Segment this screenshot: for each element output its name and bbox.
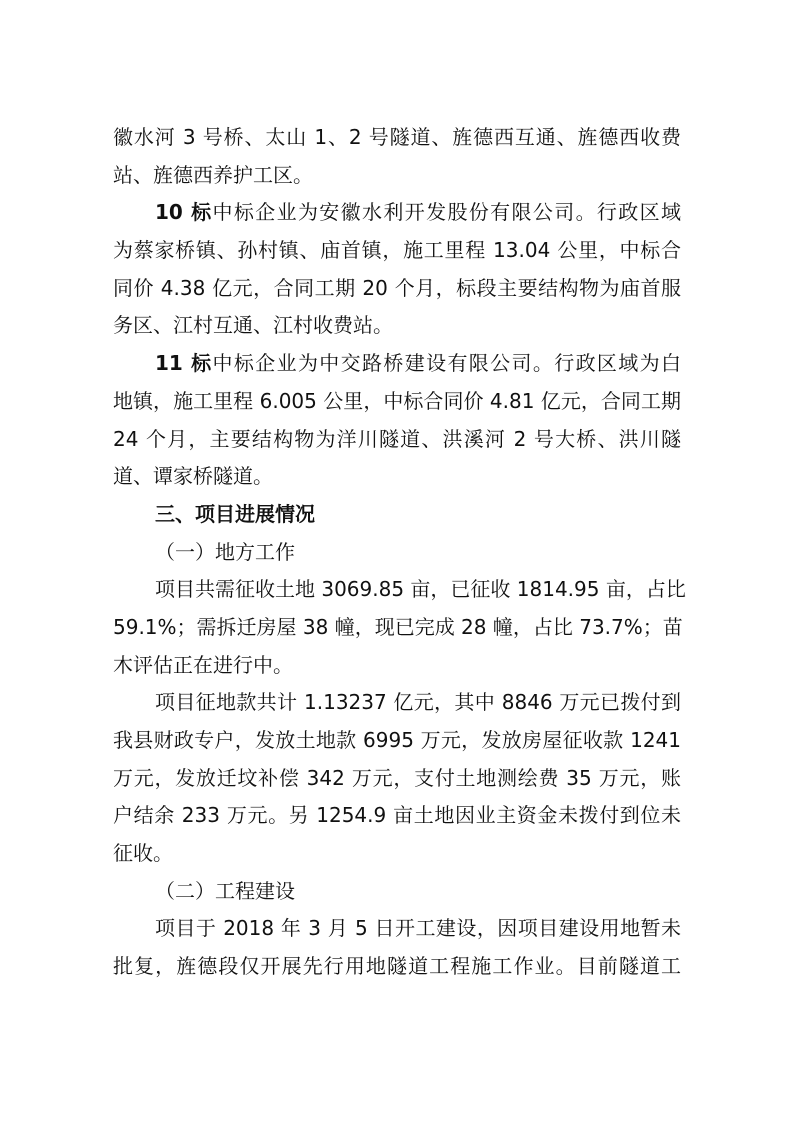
paragraph-line: 项目共需征收土地 3069.85 亩，已征收 1814.95 亩，占比 — [155, 577, 686, 602]
subsection-heading: （一）地方工作 — [155, 539, 295, 564]
subsection-heading: （二）工程建设 — [155, 878, 295, 903]
paragraph-text: 中标企业为中交路桥建设有限公司。行政区域为白 — [212, 351, 682, 376]
paragraph-line: 木评估正在进行中。 — [113, 652, 293, 677]
paragraph-text: 中标企业为安徽水利开发股份有限公司。行政区域 — [212, 200, 682, 225]
paragraph-line: 务区、江村互通、江村收费站。 — [113, 313, 393, 338]
paragraph-line: 24 个月，主要结构物为洋川隧道、洪溪河 2 号大桥、洪川隧 — [113, 426, 681, 451]
paragraph-line: 项目于 2018 年 3 月 5 日开工建设，因项目建设用地暂未 — [155, 916, 681, 941]
paragraph-line: 我县财政专户，发放土地款 6995 万元，发放房屋征收款 1241 — [113, 728, 681, 752]
paragraph-line: 道、谭家桥隧道。 — [113, 464, 273, 489]
paragraph-line: 批复，旌德段仅开展先行用地隧道工程施工作业。目前隧道工 — [113, 954, 681, 979]
lot-label: 10 标 — [155, 200, 213, 225]
paragraph-line: 站、旌德西养护工区。 — [113, 162, 313, 187]
lot-label: 11 标 — [155, 351, 213, 376]
paragraph-line — [113, 194, 681, 232]
section-heading: 三、项目进展情况 — [155, 501, 315, 526]
paragraph-line: 徽水河 3 号桥、太山 1、2 号隧道、旌德西互通、旌德西收费 — [113, 125, 681, 149]
paragraph-line: 59.1%；需拆迁房屋 38 幢，现已完成 28 幢，占比 73.7%；苗 — [113, 614, 683, 639]
paragraph-line: 地镇，施工里程 6.005 公里，中标合同价 4.81 亿元，合同工期 — [113, 388, 681, 413]
paragraph-line: 征收。 — [113, 841, 173, 866]
paragraph-line — [113, 345, 681, 383]
paragraph-line: 项目征地款共计 1.13237 亿元，其中 8846 万元已拨付到 — [155, 690, 681, 715]
document-page — [113, 119, 686, 986]
paragraph-line: 户结余 233 万元。另 1254.9 亩土地因业主资金未拨付到位未 — [113, 803, 681, 828]
paragraph-line: 万元，发放迁坟补偿 342 万元，支付土地测绘费 35 万元，账 — [113, 765, 681, 790]
paragraph-line: 同价 4.38 亿元，合同工期 20 个月，标段主要结构物为庙首服 — [113, 275, 681, 300]
paragraph-line: 为蔡家桥镇、孙村镇、庙首镇，施工里程 13.04 公里，中标合 — [113, 238, 681, 263]
